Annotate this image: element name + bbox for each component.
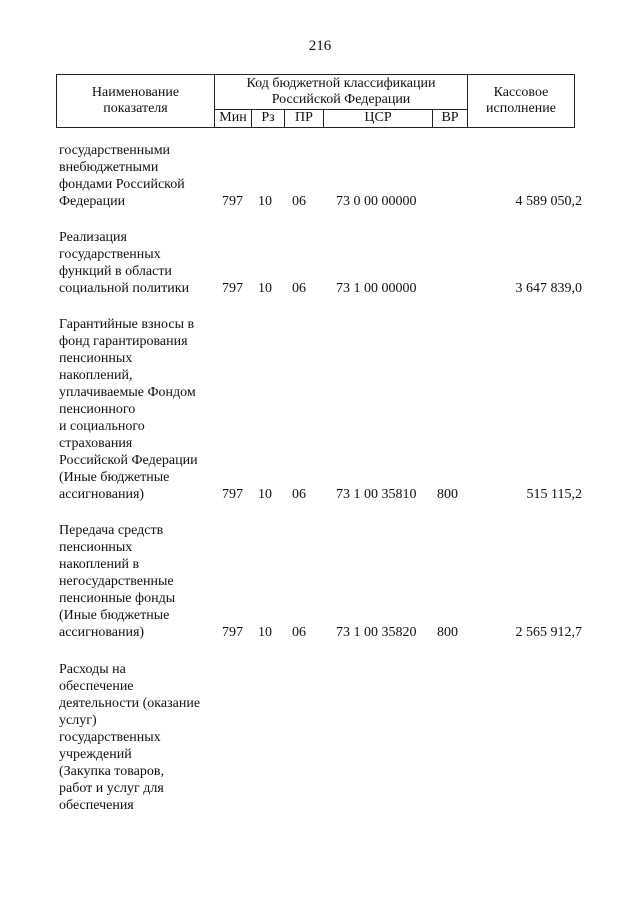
header-name bbox=[57, 75, 215, 128]
row-rz: 10 bbox=[258, 281, 272, 296]
row-vr: 800 bbox=[437, 487, 458, 502]
row-amount: 2 565 912,7 bbox=[515, 625, 582, 640]
header-execution-label: Кассовое исполнение bbox=[486, 85, 556, 116]
row-min: 797 bbox=[222, 281, 243, 296]
row-amount: 515 115,2 bbox=[526, 487, 582, 502]
row-csr: 73 1 00 35820 bbox=[336, 625, 417, 640]
header-min: Мин bbox=[215, 109, 252, 127]
row-csr: 73 0 00 00000 bbox=[336, 194, 417, 209]
row-csr: 73 1 00 00000 bbox=[336, 281, 417, 296]
row-rz: 10 bbox=[258, 625, 272, 640]
header-pr: ПР bbox=[285, 109, 324, 127]
row-rz: 10 bbox=[258, 487, 272, 502]
header-code-group bbox=[215, 75, 468, 110]
row-rz: 10 bbox=[258, 194, 272, 209]
row-name: Реализация государственных функций в области социальной политики bbox=[59, 230, 190, 296]
row-min: 797 bbox=[222, 625, 243, 640]
header-name-label: Наименование показателя bbox=[91, 85, 180, 116]
header-vr: ВР bbox=[433, 109, 468, 127]
page-number: 216 bbox=[308, 38, 332, 54]
row-pr: 06 bbox=[292, 194, 306, 209]
row-amount: 4 589 050,2 bbox=[515, 194, 582, 209]
row-csr: 73 1 00 35810 bbox=[336, 487, 417, 502]
row-pr: 06 bbox=[292, 281, 306, 296]
row-vr: 800 bbox=[437, 625, 458, 640]
row-amount: 3 647 839,0 bbox=[515, 281, 582, 296]
row-min: 797 bbox=[222, 487, 243, 502]
header-rz: Рз bbox=[252, 109, 285, 127]
header-code-group-label: Код бюджетной классификации Российской Федерации bbox=[246, 75, 436, 107]
header-execution bbox=[468, 75, 575, 128]
row-min: 797 bbox=[222, 194, 243, 209]
header-csr: ЦСР bbox=[324, 109, 433, 127]
row-name: государственными внебюджетными фондами Российской Федерации bbox=[59, 143, 185, 209]
row-pr: 06 bbox=[292, 625, 306, 640]
row-name: Расходы на обеспечение деятельности (оказание услуг) государственных учреждений (Закупка товаров, работ и услуг для обеспечения bbox=[59, 662, 201, 813]
row-pr: 06 bbox=[292, 487, 306, 502]
row-name: Гарантийные взносы в фонд гарантирования пенсионных накоплений, уплачиваемые Фондом пенсионного и социального страхования Российской Федерации (Иные бюджетные ассигнования) bbox=[59, 317, 198, 502]
row-name: Передача средств пенсионных накоплений в негосударственные пенсионные фонды (Иные бюджетные ассигнования) bbox=[59, 523, 176, 640]
table-header bbox=[56, 74, 575, 128]
